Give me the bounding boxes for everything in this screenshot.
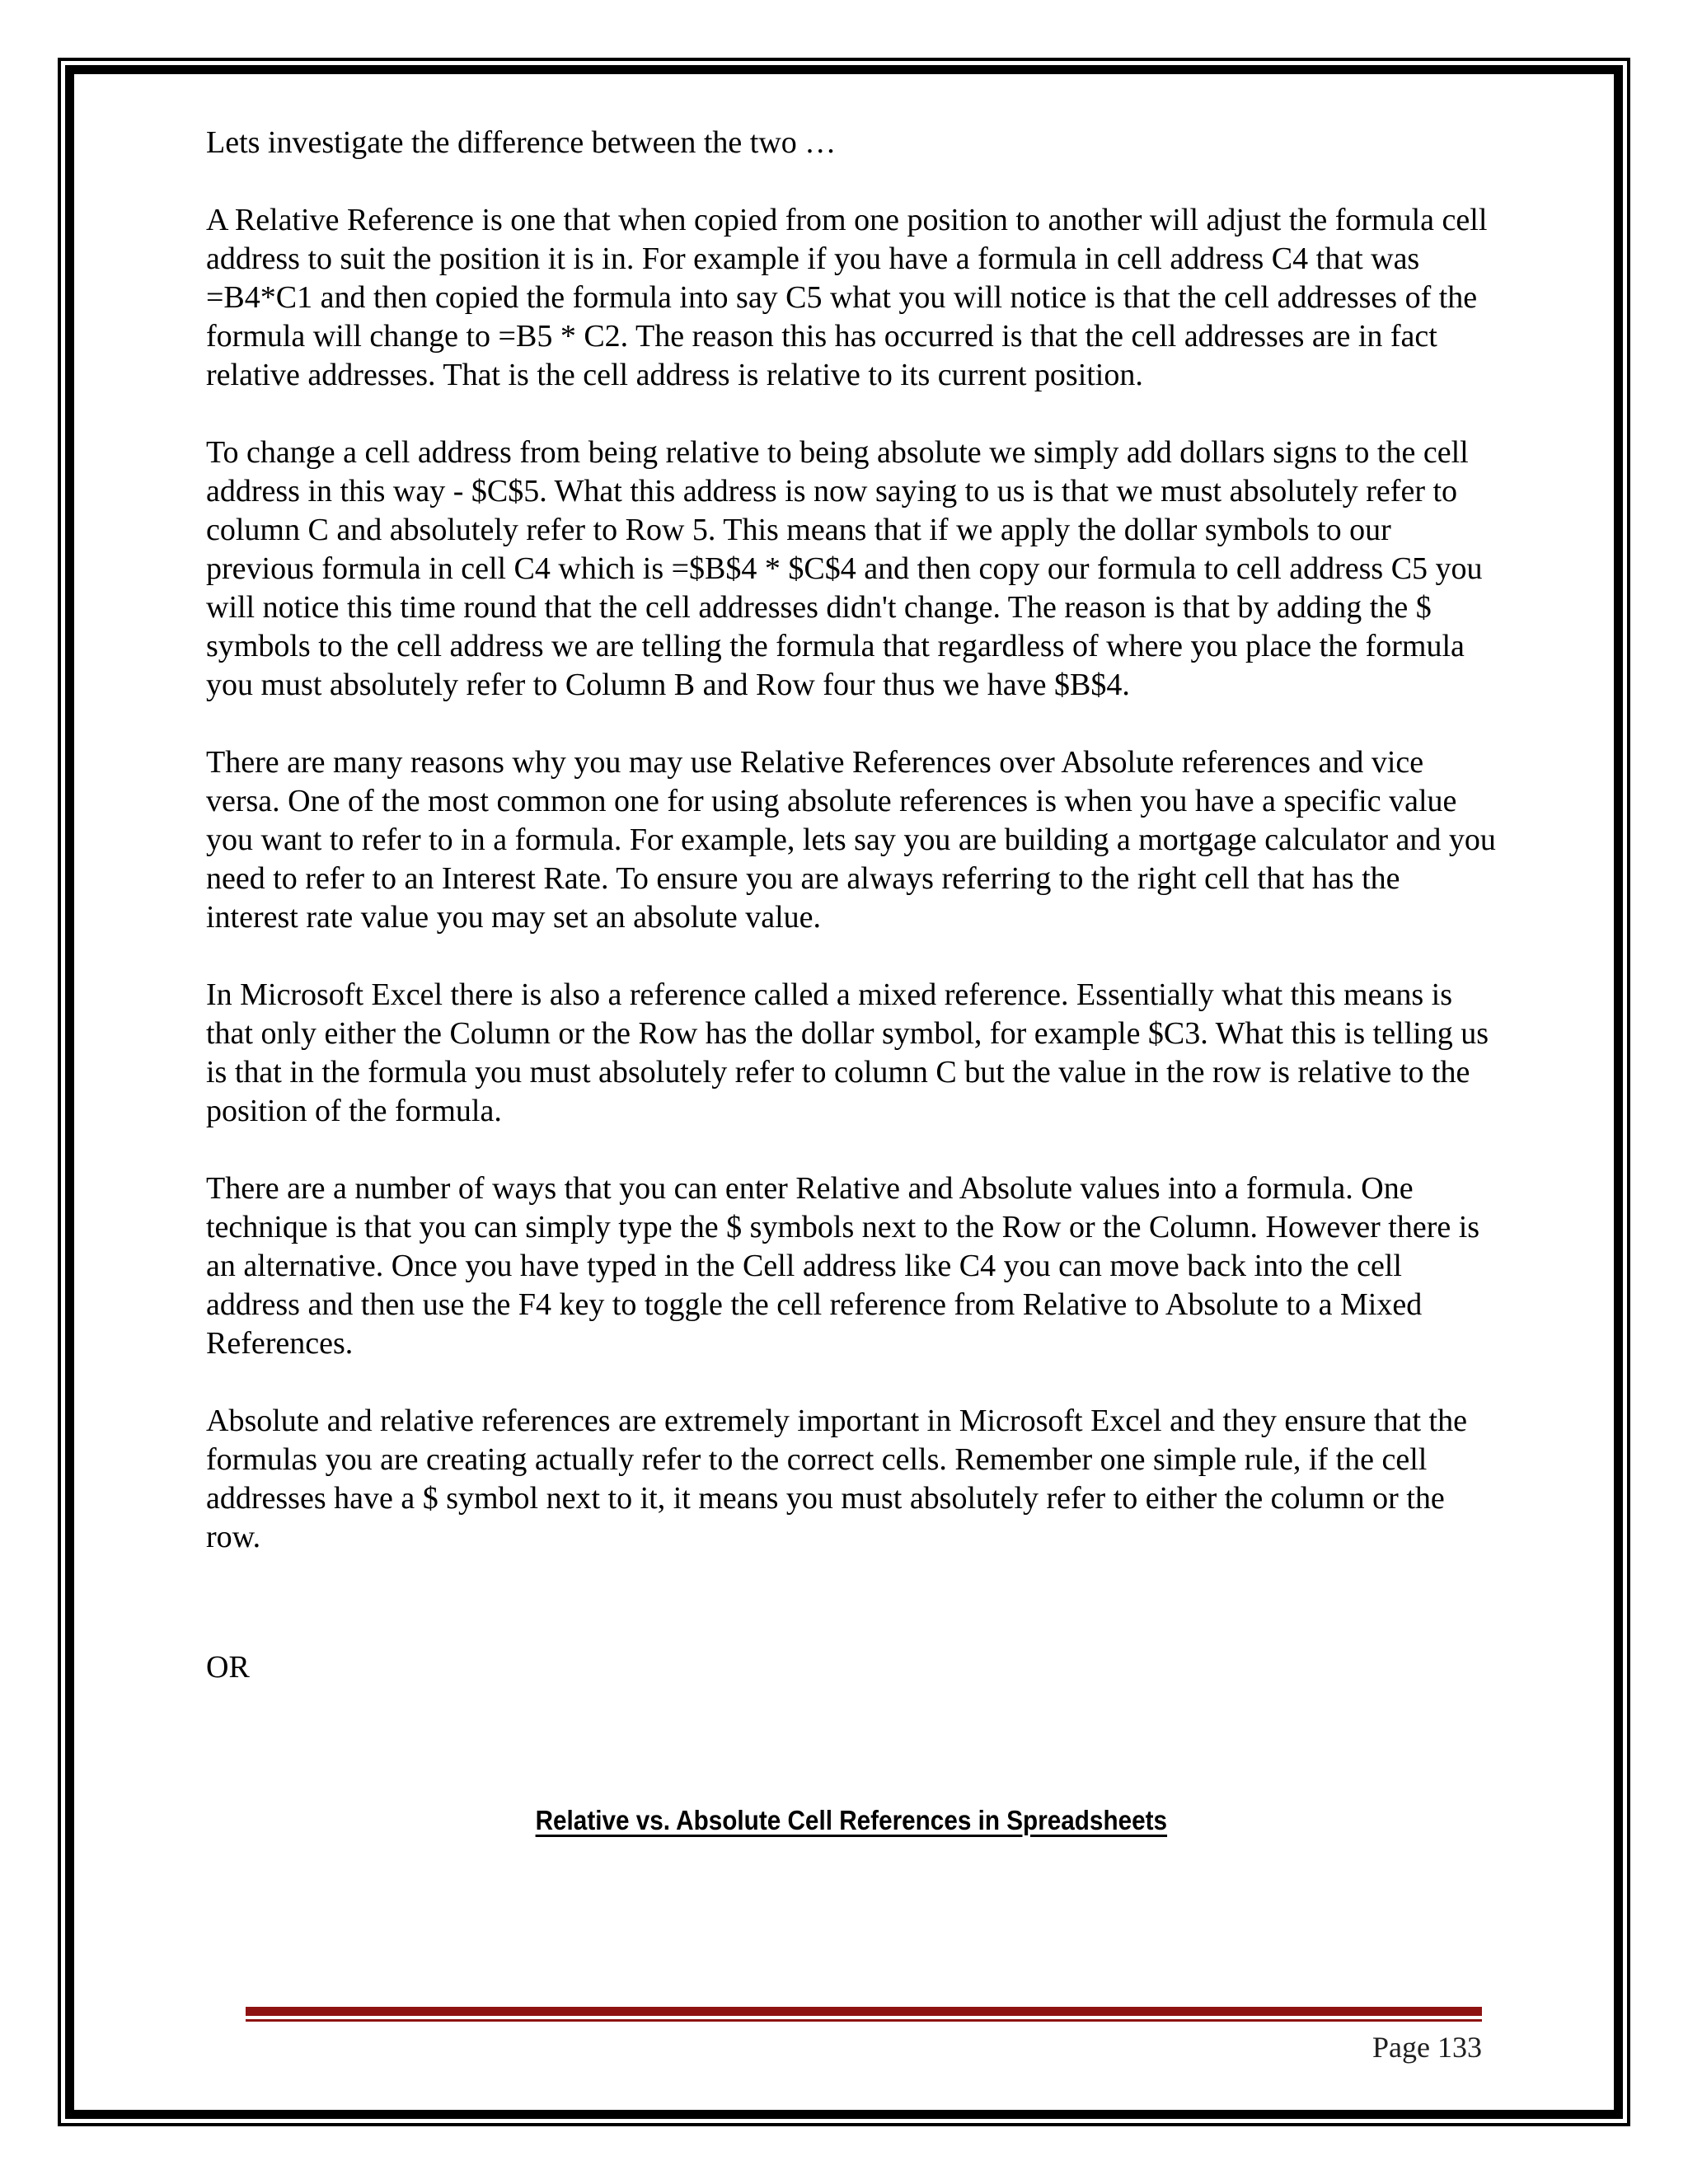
page-number: Page 133 bbox=[1372, 2031, 1482, 2064]
section-heading bbox=[206, 1804, 1496, 1837]
body-paragraph: A Relative Reference is one that when copied from one position to another will adjust the formula cell address to suit the position it is in. For example if you have a formula in cell address C4 that was =B4*C1 and then copied the formula into say C5 what you will notice is that the cell addresses of the formula will change to =B5 * C2. The reason this has occurred is that the cell addresses are in fact relative addresses. That is the cell address is relative to its current position. bbox=[206, 203, 1488, 392]
body-paragraph: Absolute and relative references are extremely important in Microsoft Excel and they ensure that the formulas you are creating actually refer to the correct cells. Remember one simple rule, if the cell addresses have a $ symbol next to it, it means you must absolutely refer to either the column or the row. bbox=[206, 1404, 1467, 1554]
body-paragraph: In Microsoft Excel there is also a reference called a mixed reference. Essentially what this means is that only either the Column or the Row has the dollar symbol, for example $C3. What this is telling us is that in the formula you must absolutely refer to column C but the value in the row is relative to the position of the formula. bbox=[206, 977, 1489, 1128]
section-heading-text: Relative vs. Absolute Cell References in Spreadsheets bbox=[535, 1805, 1167, 1835]
body-paragraph: Lets investigate the difference between the two … bbox=[206, 125, 837, 160]
page-footer bbox=[246, 2007, 1482, 2065]
body-paragraph: There are a number of ways that you can enter Relative and Absolute values into a formula. One technique is that you can simply type the $ symbols next to the Row or the Column. However there is an alternative. Once you have typed in the Cell address like C4 you can move back into the cell address and then use the F4 key to toggle the cell reference from Relative to Absolute to a Mixed References. bbox=[206, 1171, 1480, 1361]
document-body bbox=[206, 124, 1496, 1837]
body-paragraph: There are many reasons why you may use Relative References over Absolute references and vice versa. One of the most common one for using absolute references is when you have a specific value you want to refer to in a formula. For example, lets say you are building a mortgage calculator and you need to refer to an Interest Rate. To ensure you are always referring to the right cell that has the interest rate value you may set an absolute value. bbox=[206, 745, 1496, 935]
footer-rule-thin bbox=[246, 2019, 1482, 2022]
or-separator-text: OR bbox=[206, 1650, 250, 1685]
footer-rule-thick bbox=[246, 2007, 1482, 2016]
body-paragraph: To change a cell address from being relative to being absolute we simply add dollars signs to the cell address in this way - $C$5. What this address is now saying to us is that we must absolutely refer to column C and absolutely refer to Row 5. This means that if we apply the dollar symbols to our previous formula in cell C4 which is =$B$4 * $C$4 and then copy our formula to cell address C5 you will notice this time round that the cell addresses didn't change. The reason is that by adding the $ symbols to the cell address we are telling the formula that regardless of where you place the formula you must absolutely refer to Column B and Row four thus we have $B$4. bbox=[206, 435, 1483, 702]
